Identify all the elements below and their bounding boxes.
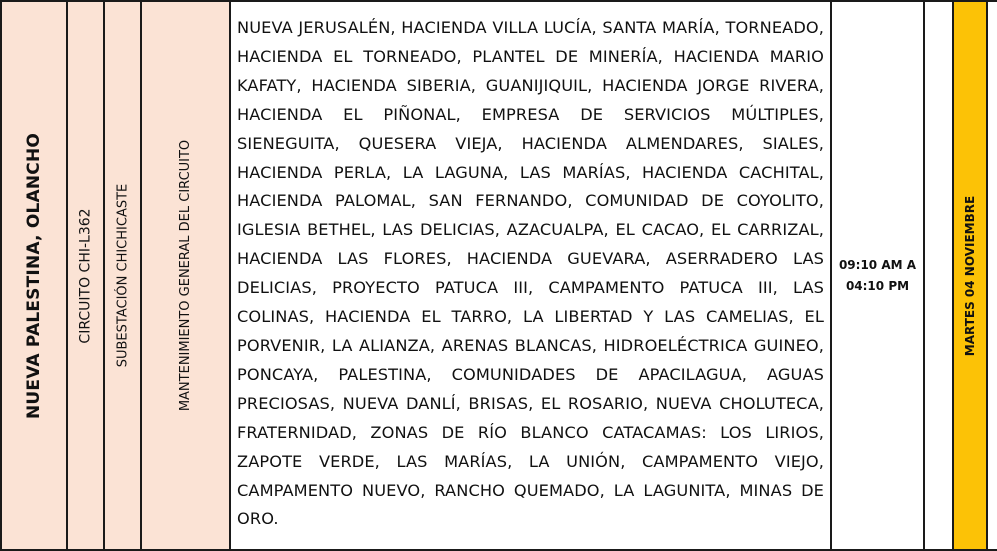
work-type-cell [142, 2, 231, 549]
location-cell [0, 2, 68, 549]
location-label: NUEVA PALESTINA, OLANCHO [24, 132, 44, 419]
circuit-cell [68, 2, 105, 549]
time-start: 09:10 AM A [838, 257, 917, 272]
empty-cell [925, 2, 954, 549]
time-cell [832, 2, 925, 549]
date-cell [954, 2, 988, 549]
affected-areas-cell [231, 2, 832, 549]
circuit-label: CIRCUITO CHI-L362 [77, 207, 94, 344]
affected-areas-text: NUEVA JERUSALÉN, HACIENDA VILLA LUCÍA, SANTA MARÍA, TORNEADO, HACIENDA EL TORNEADO, PLANTEL DE MINERÍA, HACIENDA MARIO KAFATY, HACIENDA SIBERIA, GUANIJIQUIL, HACIENDA JORGE RIVERA, HACIENDA EL PIÑONAL, EMPRESA DE SERVICIOS MÚLTIPLES, SIENEGUITA, QUESERA VIEJA, HACIENDA ALMENDARES, SIALES, HACIENDA PERLA, LA LAGUNA, LAS MARÍAS, HACIENDA CACHITAL, HACIENDA PALOMAL, SAN FERNANDO, COMUNIDAD DE COYOLITO, IGLESIA BETHEL, LAS DELICIAS, AZACUALPA, EL CACAO, EL CARRIZAL, HACIENDA LAS FLORES, HACIENDA GUEVARA, ASERRADERO LAS DELICIAS, PROYECTO PATUCA III, CAMPAMENTO PATUCA III, LAS COLINAS, HACIENDA EL TARRO, LA LIBERTAD Y LAS CAMELIAS, EL PORVENIR, LA ALIANZA, ARENAS BLANCAS, HIDROELÉCTRICA GUINEO, PONCAYA, PALESTINA, COMUNIDADES DE APACILAGUA, AGUAS PRECIOSAS, NUEVA DANLÍ, BRISAS, EL ROSARIO, NUEVA CHOLUTECA, FRATERNIDAD, ZONAS DE RÍO BLANCO CATACAMAS: LOS LIRIOS, ZAPOTE VERDE, LAS MARÍAS, LA UNIÓN, CAMPAMENTO VIEJO, CAMPAMENTO NUEVO, RANCHO QUEMADO, LA LAGUNITA, MINAS DE ORO. [237, 18, 824, 529]
work-type-label: MANTENIMIENTO GENERAL DEL CIRCUITO [178, 139, 193, 412]
substation-label: SUBESTACIÓN CHICHICASTE [115, 183, 130, 368]
date-label: MARTES 04 NOVIEMBRE [963, 195, 977, 356]
trailing-cell [988, 2, 997, 549]
time-end: 04:10 PM [845, 278, 910, 293]
substation-cell [105, 2, 142, 549]
